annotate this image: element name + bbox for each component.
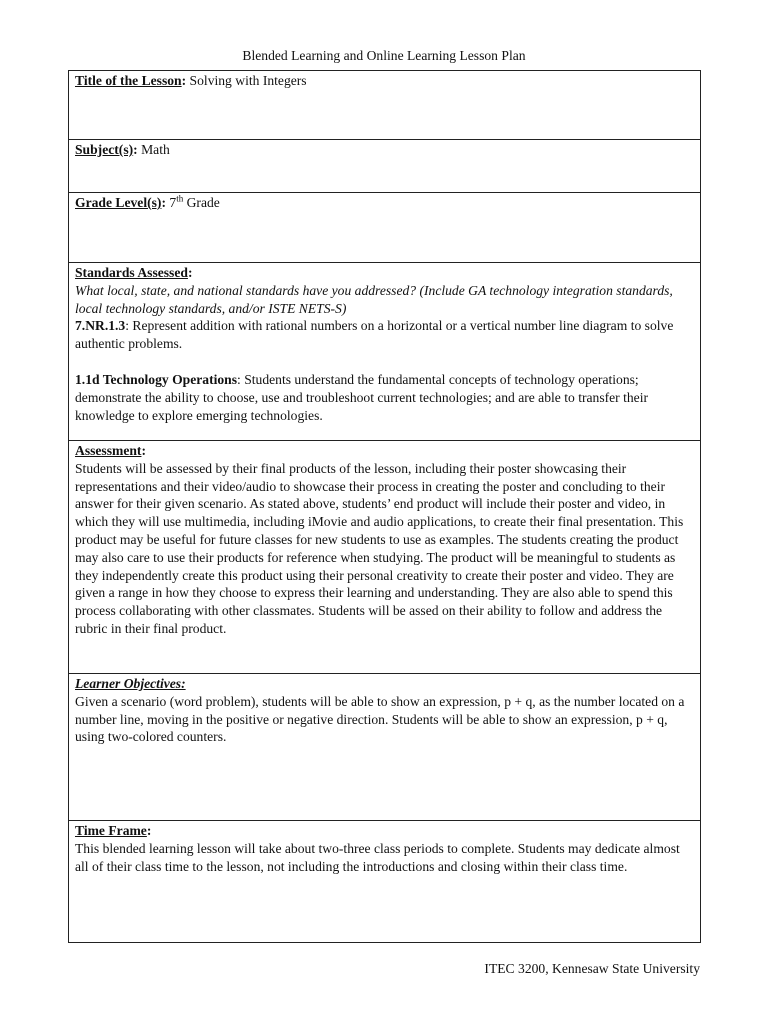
assessment-section	[69, 441, 700, 674]
time-frame-section	[69, 821, 700, 942]
standards-label: Standards Assessed	[75, 265, 188, 280]
standards-colon: :	[187, 265, 193, 280]
standards-section	[69, 263, 700, 441]
subject-colon: :	[133, 142, 138, 157]
standard-item	[75, 371, 694, 424]
subject-label: Subject(s)	[75, 142, 134, 157]
standards-heading	[75, 264, 694, 282]
lesson-plan-table	[68, 70, 701, 943]
subject-section	[69, 140, 700, 193]
grade-level-label: Grade Level(s)	[75, 195, 162, 210]
standard-text: : Represent addition with rational numbers on a horizontal or a vertical number line diagram to solve authentic problems.	[75, 318, 674, 352]
document-title: Blended Learning and Online Learning Lesson Plan	[242, 48, 526, 63]
lesson-title-section	[69, 71, 700, 140]
grade-level-colon: :	[161, 195, 166, 210]
objectives-label: Learner Objectives:	[75, 676, 186, 691]
lesson-title-line	[75, 72, 694, 90]
standard-item	[75, 317, 694, 353]
grade-number: 7	[165, 195, 177, 210]
lesson-title-colon: :	[181, 73, 187, 88]
standard-text: : Students understand the fundamental concepts of technology operations; demonstrate the ability to choose, use and troubleshoot current technologies; and are able to transfer their knowledge to explore emerging technologies.	[75, 371, 649, 423]
grade-suffix: th	[176, 193, 184, 204]
subject-line	[75, 141, 694, 159]
assessment-label: Assessment	[75, 443, 142, 458]
objectives-text: Given a scenario (word problem), students will be able to show an expression, p + q, as the number located on a number line, moving in the positive or negative direction. Students will be able to show an expression, p + q, using two-colored counters.	[75, 693, 685, 745]
lesson-title-label: Title of the Lesson	[75, 73, 182, 88]
lesson-title-value: Solving with Integers	[186, 73, 307, 88]
grade-value: Grade	[183, 195, 220, 210]
grade-level-line	[75, 194, 694, 212]
objectives-section	[69, 674, 700, 821]
footer-text: ITEC 3200, Kennesaw State University	[484, 961, 700, 976]
subject-value: Math	[137, 142, 170, 157]
time-frame-label: Time Frame	[75, 823, 147, 838]
standard-code: 7.NR.1.3	[75, 318, 126, 334]
grade-level-section	[69, 193, 700, 263]
time-frame-heading	[75, 822, 694, 840]
standards-prompt: What local, state, and national standards have you addressed? (Include GA technology integration standards, local technology standards, and/or ISTE NETS-S)	[75, 282, 673, 316]
time-frame-colon: :	[146, 823, 152, 838]
assessment-text: Students will be assessed by their final products of the lesson, including their poster showcasing their representations and their video/audio to showcase their process in creating the poster and concluding to their answer for their given scenario. As stated above, students’ end product will include their poster and video, in which they will use multimedia, including iMovie and audio applications, to create their final presentation. This product may be useful for future classes for new students to use as examples. The students creating the product may also care to use their products for reference when studying. The product will be meaningful to students as they independently create this product using their personal creativity to create their poster and video. They are given a range in how they choose to express their learning and understanding. They are also able to spend this process collaborating with other classmates. Students will be assed on their ability to follow and address the rubric in their final product.	[75, 460, 684, 636]
time-frame-text: This blended learning lesson will take about two-three class periods to complete. Students may dedicate almost all of their class time to the lesson, not including the introductions and closing within their class time.	[75, 840, 680, 874]
standard-code: 1.1d Technology Operations	[75, 371, 238, 387]
objectives-heading	[75, 675, 694, 693]
assessment-colon: :	[141, 443, 146, 458]
assessment-heading	[75, 442, 694, 460]
